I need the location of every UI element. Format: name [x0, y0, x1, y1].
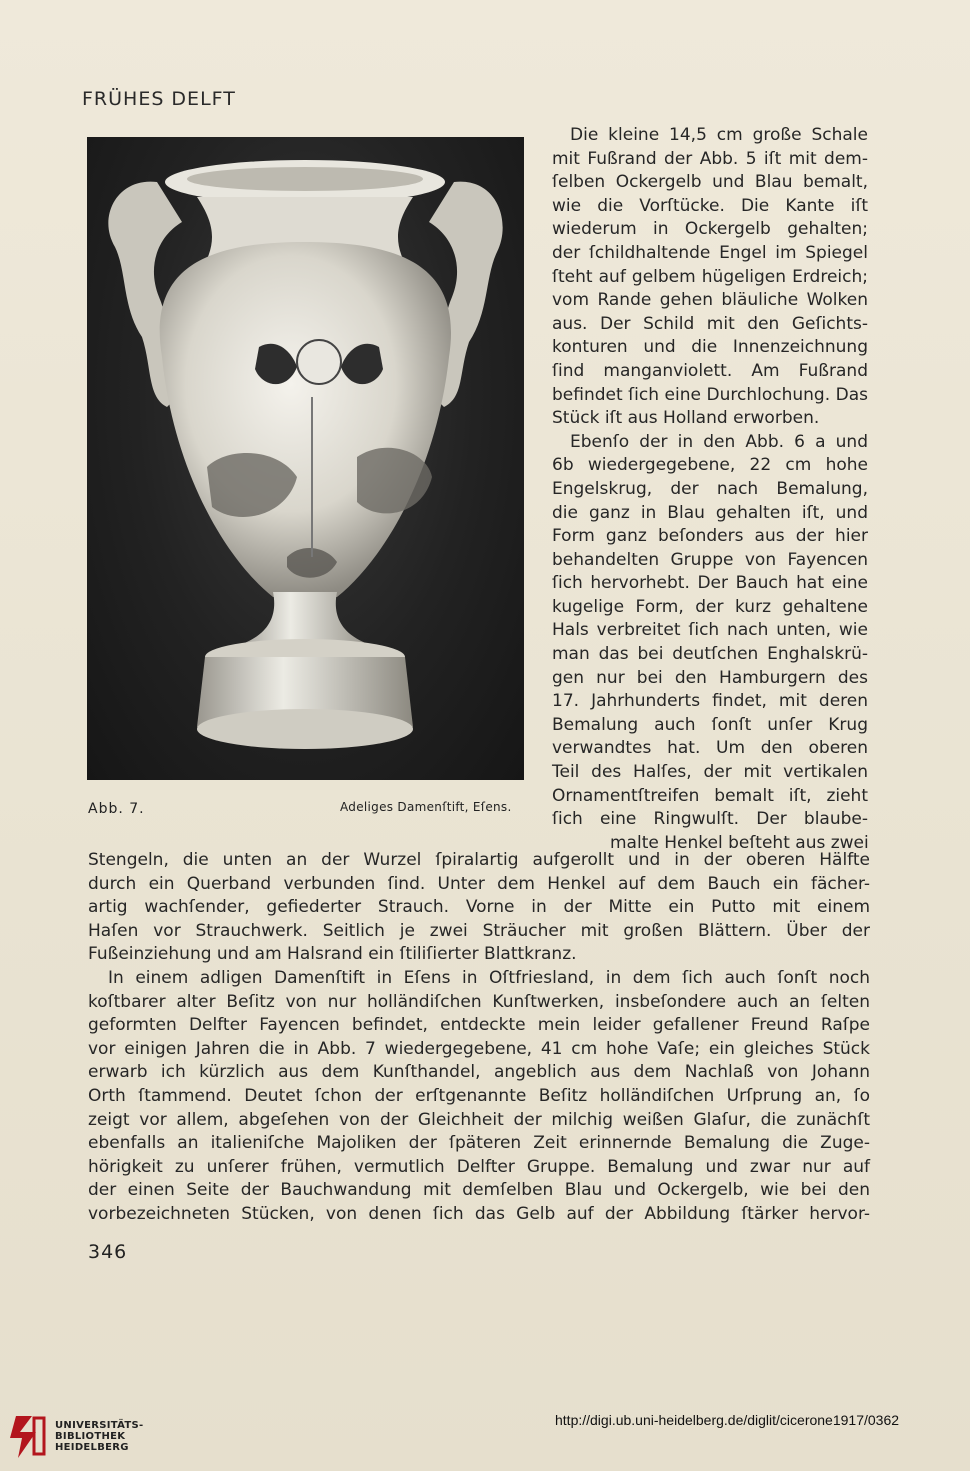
- text-line: wie die Vorſtücke. Die Kante iſt: [552, 195, 868, 216]
- text-line: vorbezeichneten Stücken, von denen ſich das Gelb auf der Abbildung ſtärker hervor-: [88, 1203, 870, 1224]
- text-line: die ganz in Blau gehalten iſt, und: [552, 502, 868, 523]
- text-line: zeigt vor allem, abgeſehen von der Gleichheit der milchig weißen Glaſur, die zunächſt: [88, 1109, 870, 1130]
- text-line: Haſen vor Strauchwerk. Seitlich je zwei Sträucher mit großen Blättern. Über der: [88, 920, 870, 941]
- figure-credit: Adeliges Damenſtift, Eſens.: [340, 800, 512, 814]
- right-column-text: [552, 124, 868, 855]
- text-line: man das bei deutſchen Enghalskrü-: [552, 644, 868, 665]
- text-line: Stück iſt aus Holland erworben.: [552, 408, 820, 429]
- text-line: kugelige Form, der kurz gehaltene: [552, 596, 868, 617]
- text-line: erwarb ich kürzlich aus dem Kunſthandel, angeblich aus dem Nachlaß von Johann: [88, 1062, 870, 1083]
- text-line: mit Fußrand der Abb. 5 iſt mit dem-: [552, 148, 868, 169]
- logo-line-3: HEIDELBERG: [55, 1442, 129, 1453]
- library-logo-icon: [8, 1412, 48, 1466]
- text-line: ebenfalls an italieniſche Majoliken der ſpäteren Zeit erinnernde Bemalung die Zuge-: [88, 1133, 870, 1154]
- text-line: Stengeln, die unten an der Wurzel ſpiralartig aufgerollt und in der oberen Hälfte: [88, 850, 870, 870]
- text-line: ſelben Ockergelb und Blau bemalt,: [552, 172, 868, 193]
- text-line: artig wachſender, gefiederter Strauch. Vorne in der Mitte ein Putto mit einem: [88, 897, 870, 918]
- text-line: 17. Jahrhunderts findet, mit deren: [552, 691, 868, 712]
- full-width-paragraph-1: [88, 849, 870, 967]
- text-line: befindet ſich eine Durchlochung. Das: [552, 384, 868, 405]
- text-line: verwandtes hat. Um den oberen: [552, 738, 868, 759]
- figure-vase-photo: [87, 137, 524, 780]
- text-line: der ſchildhaltende Engel im Spiegel: [552, 242, 868, 263]
- text-line: aus. Der Schild mit den Geſichts-: [552, 313, 868, 334]
- text-line: konturen und die Innenzeichnung: [552, 337, 868, 358]
- text-line: In einem adligen Damenſtift in Eſens in Oſtfriesland, in dem ſich auch ſonſt noch: [108, 968, 870, 988]
- text-line: koſtbarer alter Beſitz von nur holländiſchen Kunſtwerken, insbeſondere auch an ſelten: [88, 991, 870, 1012]
- page-number: 346: [88, 1241, 128, 1263]
- running-head: FRÜHES DELFT: [82, 88, 236, 110]
- text-line: Teil des Halſes, der mit vertikalen: [552, 762, 868, 783]
- text-line: vor einigen Jahren die in Abb. 7 wiedergegebene, 41 cm hohe Vaſe; ein gleiches Stück: [88, 1038, 870, 1059]
- text-line: hörigkeit zu unſerer frühen, vermutlich Delfter Gruppe. Bemalung und zwar nur auf: [88, 1156, 870, 1177]
- text-line: Hals verbreitet ſich nach unten, wie: [552, 620, 868, 641]
- text-line: Bemalung auch ſonſt unſer Krug: [552, 714, 868, 735]
- text-line: malte Henkel beſteht aus zwei: [610, 832, 869, 853]
- text-line: behandelten Gruppe von Fayencen: [552, 549, 868, 570]
- text-line: Ebenſo der in den Abb. 6 a und: [570, 431, 868, 452]
- text-line: gen nur bei den Hamburgern des: [552, 667, 868, 688]
- text-line: der einen Seite der Bauchwandung mit demſelben Blau und Ockergelb, wie bei den: [88, 1180, 870, 1201]
- text-line: Form ganz beſonders aus der hier: [552, 526, 868, 547]
- full-width-paragraph-2: [88, 967, 870, 1227]
- text-line: wiederum in Ockergelb gehalten;: [552, 219, 868, 240]
- text-line: Engelskrug, der nach Bemalung,: [552, 478, 868, 499]
- footer: [0, 1402, 970, 1471]
- text-line: Ornamentſtreifen bemalt iſt, zieht: [552, 785, 868, 806]
- text-line: ſich hervorhebt. Der Bauch hat eine: [552, 573, 868, 594]
- text-line: geformten Delfter Fayencen befindet, entdeckte mein leider gefallener Freund Raſpe: [88, 1015, 870, 1036]
- text-line: ſteht auf gelbem hügeligen Erdreich;: [552, 266, 868, 287]
- vase-photograph-icon: [87, 137, 524, 780]
- text-line: vom Rande gehen bläuliche Wolken: [552, 290, 868, 311]
- text-line: Orth ſtammend. Deutet ſchon der erſtgenannte Beſitz holländiſchen Urſprung an, ſo: [88, 1085, 870, 1106]
- text-line: Die kleine 14,5 cm große Schale: [570, 125, 868, 145]
- logo-line-2: BIBLIOTHEK: [55, 1431, 126, 1442]
- library-logo-text: [55, 1420, 144, 1453]
- figure-label: Abb. 7.: [88, 801, 145, 817]
- text-line: Fußeinziehung und am Halsrand ein ſtiliſierter Blattkranz.: [88, 944, 577, 965]
- text-line: durch ein Querband verbunden ſind. Unter dem Henkel auf dem Bauch ein fächer-: [88, 873, 870, 894]
- source-url-link[interactable]: http://digi.ub.uni-heidelberg.de/diglit/cicerone1917/0362: [555, 1412, 900, 1428]
- text-line: ſich eine Ringwulſt. Der blaube-: [552, 809, 868, 830]
- text-line: 6b wiedergegebene, 22 cm hohe: [552, 455, 868, 476]
- logo-line-1: UNIVERSITÄTS-: [55, 1420, 144, 1431]
- text-line: ſind manganviolett. Am Fußrand: [552, 360, 868, 381]
